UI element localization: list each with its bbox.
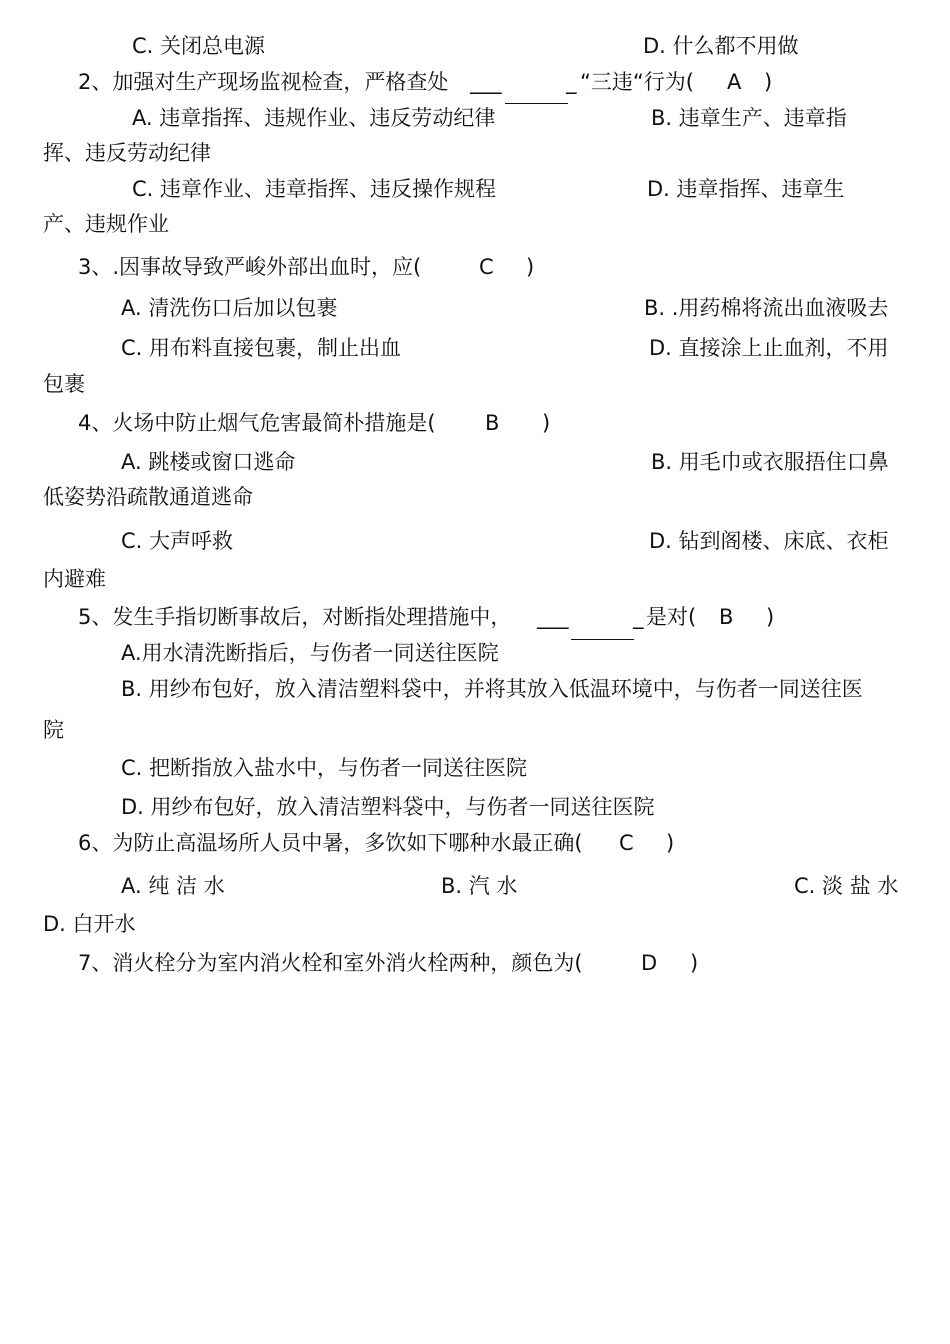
q5-stem-pre: 5、发生手指切断事故后，对断指处理措施中，: [78, 605, 512, 629]
q3-stem: 3、.因事故导致严峻外部出血时，应(: [78, 255, 422, 279]
q2-option-b: B. 违章生产、违章指: [651, 106, 847, 130]
q3-option-d-cont: 包裹: [43, 372, 85, 396]
q2-answer: A: [727, 70, 742, 94]
q7-close-paren: ): [690, 951, 699, 975]
q2-blank-right: _: [566, 70, 577, 94]
q5-option-a: A.用水清洗断指后，与伤者一同送往医院: [121, 641, 499, 665]
q2-stem-post: “三违“行为(: [580, 70, 694, 94]
q6-close-paren: ): [666, 831, 675, 855]
q6-option-c: C. 淡 盐 水: [794, 874, 899, 898]
q3-answer: C: [479, 255, 494, 279]
q7-answer: D: [641, 951, 658, 975]
q3-option-a: A. 清洗伤口后加以包裹: [121, 296, 338, 320]
q6-option-b: B. 汽 水: [441, 874, 518, 898]
q2-option-a: A. 违章指挥、违规作业、违反劳动纪律: [132, 106, 496, 130]
q3-close-paren: ): [526, 255, 535, 279]
q4-answer: B: [485, 411, 500, 435]
q4-option-b-cont: 低姿势沿疏散通道逃命: [43, 485, 253, 509]
q3-option-c: C. 用布料直接包裹，制止出血: [121, 336, 402, 360]
q4-option-d-cont: 内避难: [43, 567, 106, 591]
q4-option-b: B. 用毛巾或衣服捂住口鼻: [651, 450, 889, 474]
q2-blank-left: ___: [470, 70, 502, 94]
q4-stem: 4、火场中防止烟气危害最简朴措施是(: [78, 411, 436, 435]
q6-stem: 6、为防止高温场所人员中暑，多饮如下哪种水最正确(: [78, 831, 583, 855]
q2-answer-blank: [505, 103, 568, 104]
q3-option-b: B. .用药棉将流出血液吸去: [644, 296, 889, 320]
q2-option-d-cont: 产、违规作业: [43, 212, 169, 236]
q5-blank-left: ___: [537, 605, 569, 629]
q1-option-d: D. 什么都不用做: [643, 34, 799, 58]
q3-option-d: D. 直接涂上止血剂，不用: [649, 336, 889, 360]
q4-option-a: A. 跳楼或窗口逃命: [121, 450, 296, 474]
q5-close-paren: ): [766, 605, 775, 629]
q2-option-d: D. 违章指挥、违章生: [647, 177, 845, 201]
q6-answer: C: [619, 831, 634, 855]
q2-option-b-cont: 挥、违反劳动纪律: [43, 141, 211, 165]
q4-close-paren: ): [542, 411, 551, 435]
q5-answer: B: [719, 605, 734, 629]
q2-option-c: C. 违章作业、违章指挥、违反操作规程: [132, 177, 497, 201]
q5-blank-right: _: [633, 605, 644, 629]
q5-option-b: B. 用纱布包好，放入清洁塑料袋中，并将其放入低温环境中，与伤者一同送往医: [121, 677, 863, 701]
q5-option-b-cont: 院: [43, 718, 64, 742]
q2-close-paren: ): [764, 70, 773, 94]
q4-option-d: D. 钻到阁楼、床底、衣柜: [649, 529, 889, 553]
q1-option-c: C. 关闭总电源: [132, 34, 266, 58]
q2-stem-pre: 2、加强对生产现场监视检查，严格查处: [78, 70, 449, 94]
q5-option-c: C. 把断指放入盐水中，与伤者一同送往医院: [121, 756, 528, 780]
q6-option-a: A. 纯 洁 水: [121, 874, 225, 898]
q5-option-d: D. 用纱布包好，放入清洁塑料袋中，与伤者一同送往医院: [121, 795, 655, 819]
q5-answer-blank: [571, 639, 634, 640]
q7-stem: 7、消火栓分为室内消火栓和室外消火栓两种，颜色为(: [78, 951, 583, 975]
q6-option-d: D. 白开水: [43, 912, 136, 936]
q5-stem-post: 是对(: [646, 605, 697, 629]
q4-option-c: C. 大声呼救: [121, 529, 234, 553]
